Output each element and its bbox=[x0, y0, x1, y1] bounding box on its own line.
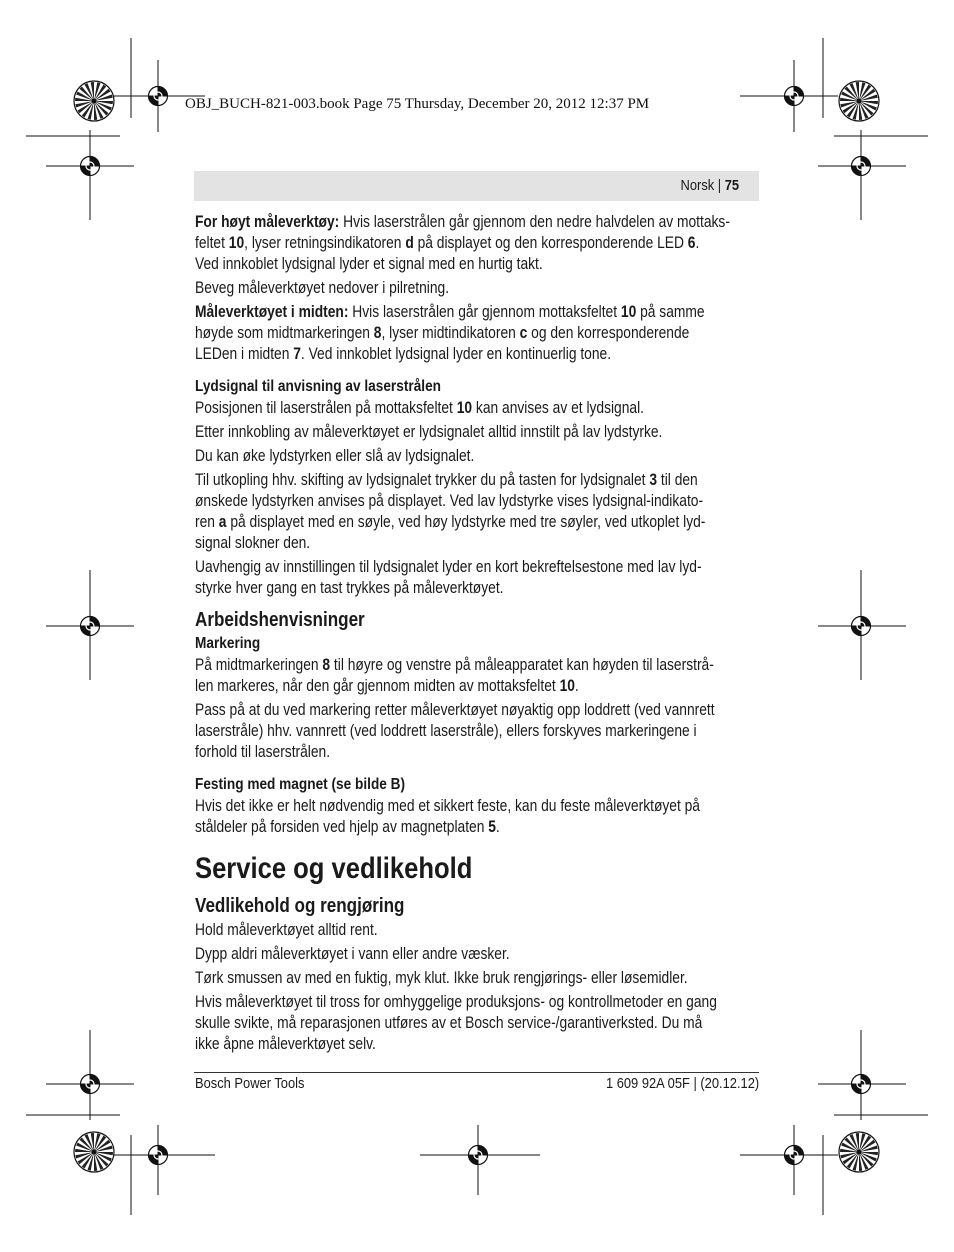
text-run: Etter innkobling av måleverktøyet er lydsignalet alltid innstilt på lav lydstyrke. bbox=[195, 423, 663, 441]
text-run: På midtmarkeringen bbox=[195, 656, 323, 674]
text-run: styrke hver gang en tast trykkes på måleverktøyet. bbox=[195, 579, 504, 597]
bold-text: 3 bbox=[649, 471, 658, 489]
paragraph bbox=[195, 302, 760, 365]
subheading: Markering bbox=[195, 635, 261, 652]
text-run: ønskede lydstyrken anvises på displayet. Ved lav lydstyrke vises lydsignal-indikato- bbox=[195, 492, 704, 510]
bold-text: Måleverktøyet i midten: bbox=[195, 303, 349, 321]
subheading: Festing med magnet (se bilde B) bbox=[195, 776, 406, 793]
bold-text: 7 bbox=[293, 345, 301, 363]
text-run: forhold til laserstrålen. bbox=[195, 743, 331, 761]
text-run: Hvis laserstrålen går gjennom den nedre halvdelen av mottaks- bbox=[339, 213, 730, 231]
text-run: . bbox=[495, 818, 500, 836]
text-run: laserstråle) hhv. vannrett (ved loddrett laserstråle), ellers forskyves markeringene i bbox=[195, 722, 697, 740]
section-heading: Service og vedlikehold bbox=[195, 852, 473, 885]
text-run: Posisjonen til laserstrålen på mottaksfeltet bbox=[195, 399, 457, 417]
text-run: og den korresponderende bbox=[527, 324, 690, 342]
text-run: Dypp aldri måleverktøyet i vann eller andre væsker. bbox=[195, 945, 510, 963]
bold-text: d bbox=[405, 234, 414, 252]
bold-text: 10 bbox=[456, 399, 473, 417]
footer-rule bbox=[194, 1072, 759, 1073]
paragraph bbox=[195, 700, 760, 763]
text-run: Til utkopling hhv. skifting av lydsignalet trykker du på tasten for lydsignalet bbox=[195, 471, 650, 489]
text-run: . bbox=[695, 234, 700, 252]
page-header bbox=[194, 171, 759, 201]
text-run: Hold måleverktøyet alltid rent. bbox=[195, 921, 378, 939]
text-run: Hvis laserstrålen går gjennom mottaksfeltet bbox=[348, 303, 621, 321]
text-run: til den bbox=[657, 471, 698, 489]
paragraph bbox=[195, 655, 760, 697]
text-run: på displayet med en søyle, ved høy lydstyrke med tre søyler, ved utkoplet lyd- bbox=[226, 513, 706, 531]
paragraph bbox=[195, 212, 760, 275]
text-run: , lyser retningsindikatoren bbox=[244, 234, 406, 252]
footer-publisher: Bosch Power Tools bbox=[195, 1075, 305, 1092]
text-run: Ved innkoblet lydsignal lyder et signal med en hurtig takt. bbox=[195, 255, 543, 273]
bold-text: 8 bbox=[373, 324, 382, 342]
paragraph bbox=[195, 944, 760, 965]
paragraph bbox=[195, 920, 760, 941]
paragraph bbox=[195, 992, 760, 1055]
text-run: , lyser midtindikatoren bbox=[381, 324, 520, 342]
footer-doc-number: 1 609 92A 05F | (20.12.12) bbox=[605, 1075, 759, 1092]
paragraph bbox=[195, 796, 760, 838]
paragraph bbox=[195, 398, 760, 419]
printer-slug-line: OBJ_BUCH-821-003.book Page 75 Thursday, December 20, 2012 12:37 PM bbox=[185, 96, 650, 112]
subsection-heading: Vedlikehold og rengjøring bbox=[195, 895, 405, 917]
header-language: Norsk bbox=[680, 177, 715, 194]
text-run: Beveg måleverktøyet nedover i pilretning. bbox=[195, 279, 450, 297]
text-run: LEDen i midten bbox=[195, 345, 294, 363]
bold-text: 8 bbox=[322, 656, 331, 674]
bold-text: 10 bbox=[228, 234, 245, 252]
paragraph bbox=[195, 557, 760, 599]
subsection-heading: Arbeidshenvisninger bbox=[195, 609, 365, 631]
bold-text: 10 bbox=[620, 303, 637, 321]
bold-text: For høyt måleverktøy: bbox=[195, 213, 340, 231]
text-run: ikke åpne måleverktøyet selv. bbox=[195, 1035, 376, 1053]
text-run: ren bbox=[195, 513, 219, 531]
text-run: til høyre og venstre på måleapparatet kan høyden til laserstrå- bbox=[330, 656, 714, 674]
text-run: . bbox=[574, 677, 579, 695]
text-run: Hvis måleverktøyet til tross for omhyggelige produksjons- og kontrollmetoder en gang bbox=[195, 993, 717, 1011]
subheading: Lydsignal til anvisning av laserstrålen bbox=[195, 378, 442, 395]
paragraph bbox=[195, 470, 760, 554]
paragraph bbox=[195, 446, 760, 467]
page-header-label bbox=[680, 177, 739, 194]
paragraph bbox=[195, 422, 760, 443]
text-run: kan anvises av et lydsignal. bbox=[472, 399, 645, 417]
header-separator: | bbox=[714, 177, 725, 194]
text-run: signal slokner den. bbox=[195, 534, 311, 552]
text-run: feltet bbox=[195, 234, 229, 252]
bold-text: c bbox=[519, 324, 528, 342]
text-run: på displayet og den korresponderende LED bbox=[413, 234, 688, 252]
text-run: Du kan øke lydstyrken eller slå av lydsignalet. bbox=[195, 447, 475, 465]
text-run: Hvis det ikke er helt nødvendig med et sikkert feste, kan du feste måleverktøyet på bbox=[195, 797, 700, 815]
page-body bbox=[195, 212, 760, 1058]
text-run: Uavhengig av innstillingen til lydsignalet lyder en kort bekreftelsestone med lav lyd- bbox=[195, 558, 702, 576]
text-run: ståldeler på forsiden ved hjelp av magnetplaten bbox=[195, 818, 489, 836]
paragraph bbox=[195, 278, 760, 299]
text-run: . Ved innkoblet lydsignal lyder en kontinuerlig tone. bbox=[300, 345, 612, 363]
bold-text: 5 bbox=[488, 818, 496, 836]
header-page-number: 75 bbox=[724, 177, 739, 194]
text-run: len markeres, når den går gjennom midten av mottaksfeltet bbox=[195, 677, 560, 695]
text-run: Pass på at du ved markering retter måleverktøyet nøyaktig opp loddrett (ved vannrett bbox=[195, 701, 715, 719]
text-run: skulle svikte, må reparasjonen utføres av et Bosch service-/garantiverksted. Du må bbox=[195, 1014, 703, 1032]
paragraph bbox=[195, 968, 760, 989]
text-run: Tørk smussen av med en fuktig, myk klut. Ikke bruk rengjørings- eller løsemidler. bbox=[195, 969, 688, 987]
bold-text: a bbox=[218, 513, 227, 531]
bold-text: 10 bbox=[559, 677, 575, 695]
text-run: på samme bbox=[636, 303, 705, 321]
bold-text: 6 bbox=[687, 234, 696, 252]
text-run: høyde som midtmarkeringen bbox=[195, 324, 374, 342]
